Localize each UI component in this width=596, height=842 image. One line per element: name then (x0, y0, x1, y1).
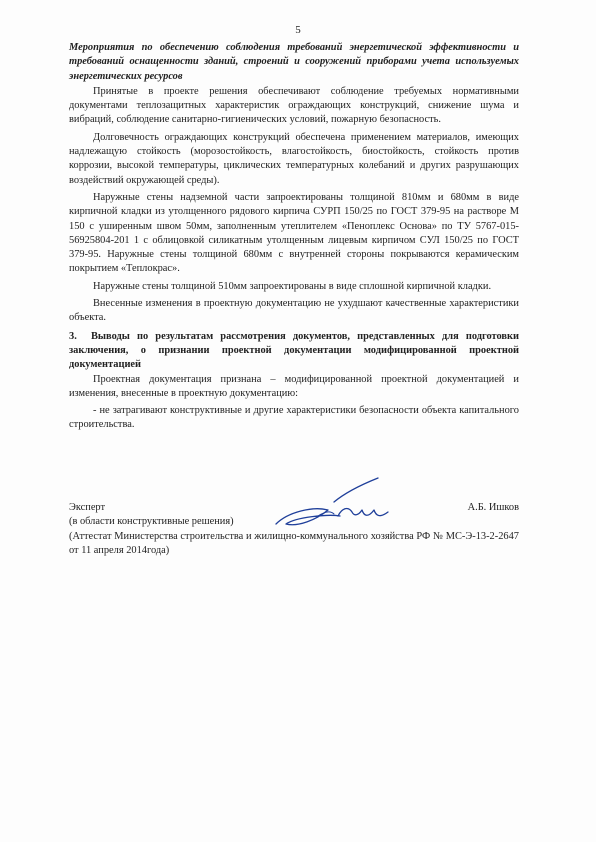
paragraph: - не затрагивают конструктивные и другие характеристики безопасности объекта капитального строительства. (69, 405, 519, 431)
paragraph: Долговечность ограждающих конструкций обеспечена применением материалов, имеющих надлежащую стойкость (морозостойкость, влагостойкость, биостойкость, стойкость против коррозии, высокой температуры, циклических температурных колебаний и других разрушающих воздействий окружающей среды). (69, 131, 519, 186)
signatory-attestation: (Аттестат Министерства строительства и жилищно-коммунального хозяйства РФ № МС-Э-13-2-2647 от 11 апреля 2014года) (69, 530, 519, 556)
signature-block (69, 501, 519, 558)
paragraph: Наружные стены надземной части запроектированы толщиной 810мм и 680мм в виде кирпичной кладки из утолщенного рядового кирпича СУРП 150/25 по ГОСТ 379-95 на растворе М 150 с уширенным швом 50мм, заполненным утеплителем «Пеноплекс Основа» по ТУ 5767-015-56925804-201 1 с облицовкой силикатным утолщенным лицевым кирпичом СУЛ 150/25 по ГОСТ 379-95. Наружные стены толщиной 680мм с внутренней стороны покрываются керамическим покрытием «Теплокрас». (69, 191, 519, 275)
document-body (69, 41, 519, 436)
paragraph: Проектная документация признана – модифицированной проектной документацией и изменения, внесенные в проектную документацию: (69, 373, 519, 399)
section-title-conclusions: Выводы по результатам рассмотрения документов, представленных для подготовки заключения, о признании проектной документации модифицированной проектной документацией (69, 330, 519, 371)
page-number: 5 (295, 24, 301, 36)
section-title-energy-efficiency: Мероприятия по обеспечению соблюдения требований энергетической эффективности и требований оснащенности зданий, строений и сооружений приборами учета используемых энергетических ресурсов (69, 42, 519, 82)
signatory-name: А.Б. Ишков (467, 502, 519, 513)
signatory-role: Эксперт (69, 502, 106, 513)
paragraph: Наружные стены толщиной 510мм запроектированы в виде сплошной кирпичной кладки. (93, 280, 492, 292)
section-3-heading (69, 330, 519, 373)
section-number: 3. (69, 330, 77, 342)
paragraph: Принятые в проекте решения обеспечивают соблюдение требуемых нормативными документами теплозащитных характеристик ограждающих конструкций, снижение шума и вибраций, соблюдение санитарно-гигиенических условий, пожарную безопасность. (69, 85, 519, 126)
signatory-area: (в области конструктивные решения) (69, 516, 234, 528)
paragraph: Внесенные изменения в проектную документацию не ухудшают качественные характеристики объекта. (69, 298, 519, 324)
